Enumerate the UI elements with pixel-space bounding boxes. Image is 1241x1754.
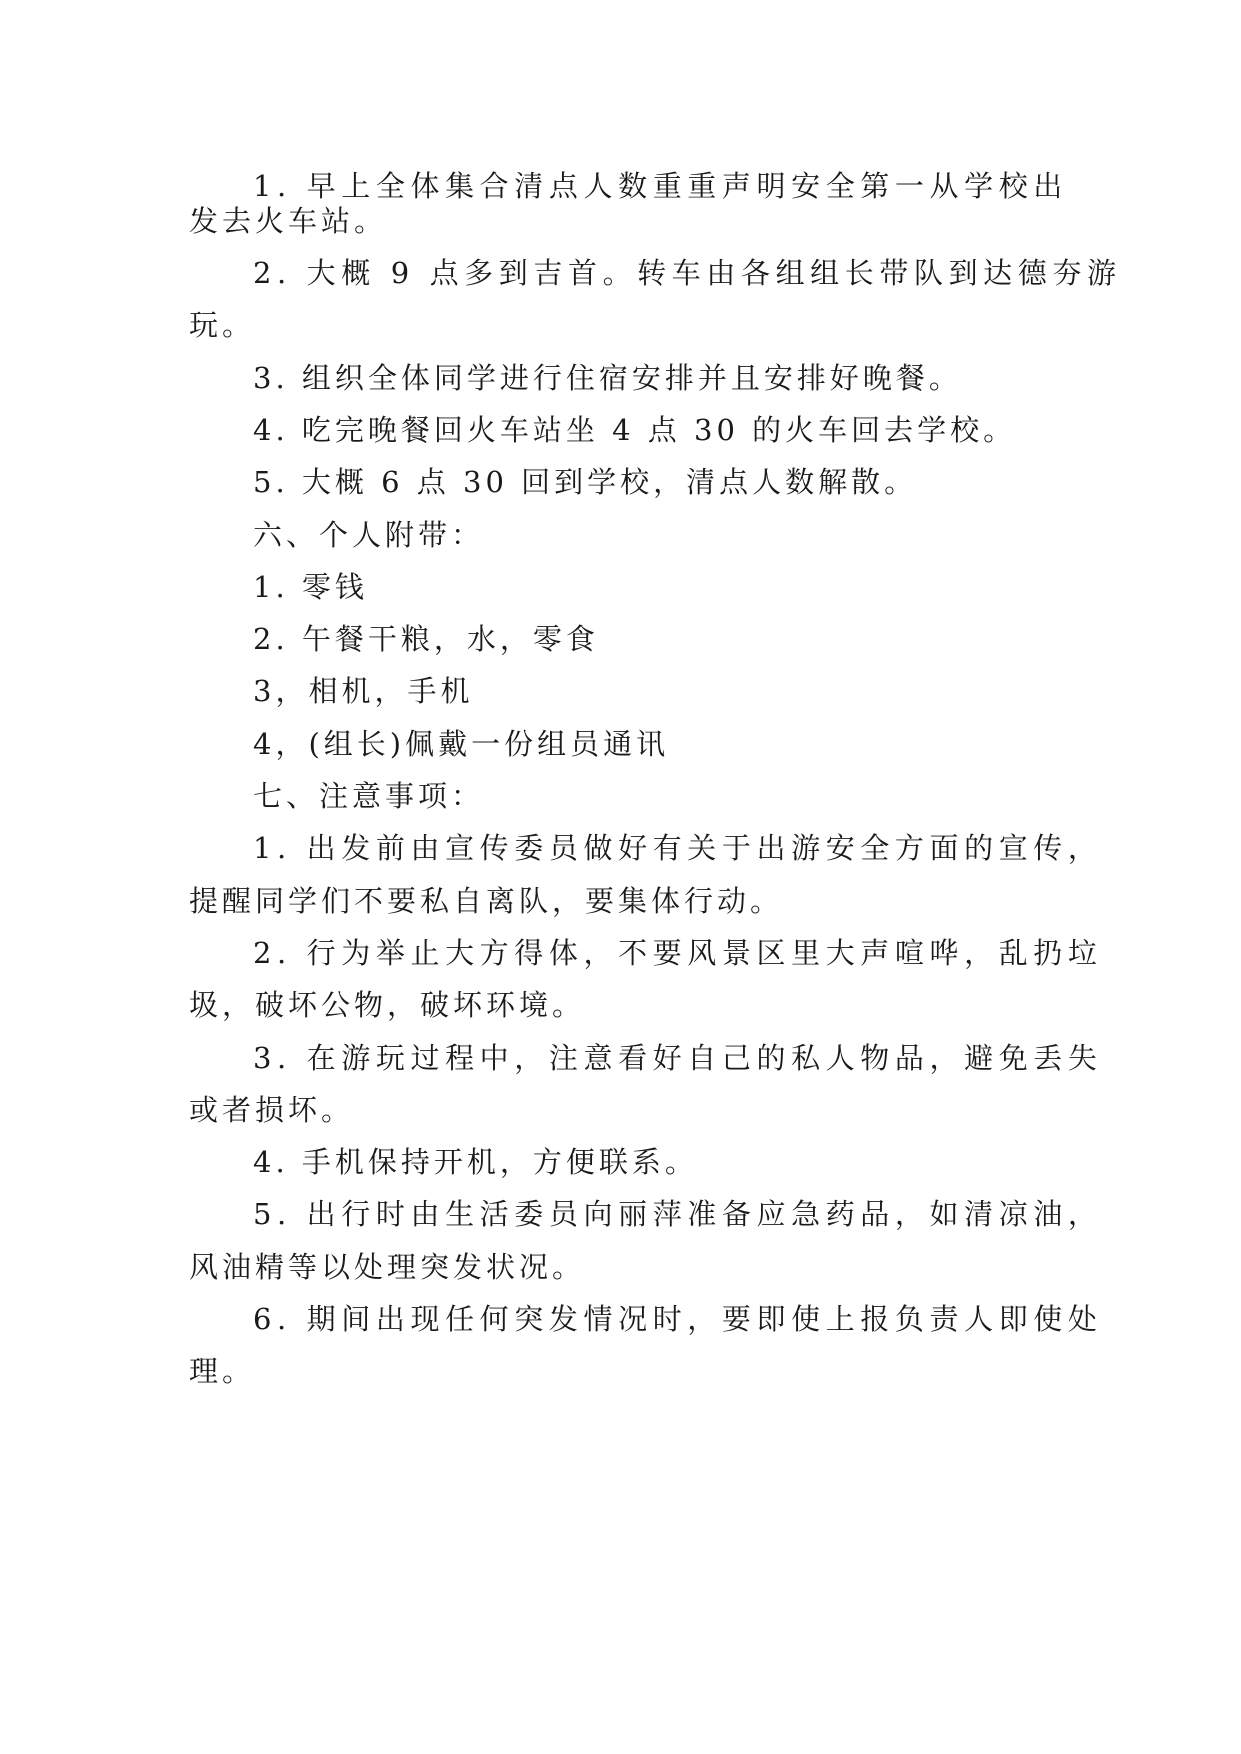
paragraph-line: 提醒同学们不要私自离队，要集体行动。: [189, 884, 784, 918]
paragraph-line: 2. 行为举止大方得体，不要风景区里大声喧哗，乱扔垃: [253, 936, 1103, 970]
list-item: 1. 零钱: [253, 570, 368, 604]
paragraph-line: 4. 吃完晚餐回火车站坐 4 点 30 的火车回去学校。: [253, 413, 1017, 447]
section-heading: 六、个人附带：: [253, 518, 485, 552]
paragraph-line: 3. 在游玩过程中，注意看好自己的私人物品，避免丢失: [253, 1041, 1103, 1075]
paragraph-line: 2. 大概 9 点多到吉首。转车由各组组长带队到达德夯游: [253, 256, 1122, 290]
paragraph-line: 6. 期间出现任何突发情况时，要即使上报负责人即使处: [253, 1302, 1103, 1336]
paragraph-line: 发去火车站。: [189, 204, 388, 238]
paragraph-line: 1. 早上全体集合清点人数重重声明安全第一从学校出: [253, 169, 1068, 203]
paragraph-line: 4. 手机保持开机，方便联系。: [253, 1145, 698, 1179]
list-item: 4，(组长)佩戴一份组员通讯: [253, 727, 670, 761]
paragraph-line: 3. 组织全体同学进行住宿安排并且安排好晚餐。: [253, 361, 962, 395]
paragraph-line: 5. 出行时由生活委员向丽萍准备应急药品，如清凉油，: [253, 1197, 1103, 1231]
paragraph-line: 理。: [189, 1354, 256, 1388]
paragraph-line: 风油精等以处理突发状况。: [189, 1250, 586, 1284]
paragraph-line: 1. 出发前由宣传委员做好有关于出游安全方面的宣传，: [253, 831, 1103, 865]
list-item: 2. 午餐干粮，水，零食: [253, 622, 599, 656]
paragraph-line: 圾，破坏公物，破坏环境。: [189, 988, 586, 1022]
section-heading: 七、注意事项：: [253, 779, 485, 813]
list-item: 3，相机，手机: [253, 674, 474, 708]
paragraph-line: 或者损坏。: [189, 1093, 355, 1127]
paragraph-line: 玩。: [189, 308, 256, 342]
paragraph-line: 5. 大概 6 点 30 回到学校，清点人数解散。: [253, 465, 918, 499]
